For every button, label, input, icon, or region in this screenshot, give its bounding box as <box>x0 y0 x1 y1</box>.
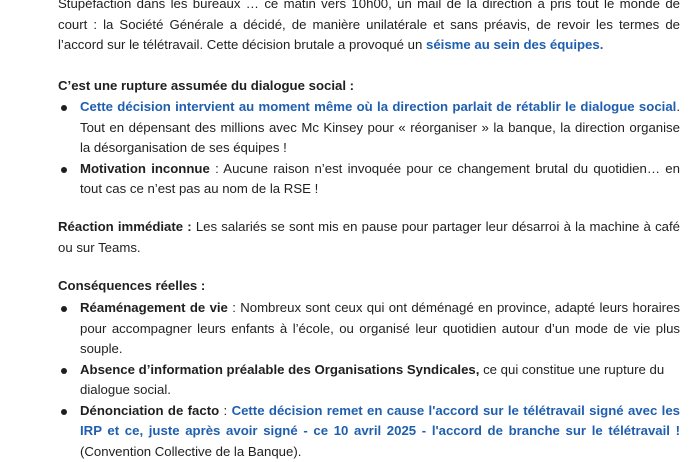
list-item-text: ce qui constitue une rupture du dialogue social. <box>80 362 664 398</box>
list-item-text: (Convention Collective de la Banque). <box>80 444 301 459</box>
list-item-separator: : <box>219 403 231 418</box>
list-item-lead: Dénonciation de facto <box>80 403 219 418</box>
list-item <box>58 97 680 159</box>
list-item-text: . Tout en dépensant des millions avec Mc Kinsey pour « réorganiser » la banque, la direction organise la désorganisation de ses équipes ! <box>80 99 680 155</box>
reaction-paragraph <box>58 217 680 258</box>
list-item-lead: Cette décision intervient au moment même où la direction parlait de rétablir le dialogue social <box>80 99 676 114</box>
bullet-icon <box>61 167 67 173</box>
section-heading-consequences: Conséquences réelles : <box>58 276 680 297</box>
list-item-highlight: Cette décision remet en cause l'accord sur le télétravail signé avec les IRP et ce, juste après avoir signé - ce 10 avril 2025 - l'accord de branche sur le télétravail ! <box>80 403 680 439</box>
list-item <box>58 298 680 360</box>
list-item <box>58 360 680 401</box>
intro-highlight: séisme au sein des équipes. <box>426 37 603 52</box>
list-item-text: : Aucune raison n’est invoquée pour ce changement brutal du quotidien… en tout cas ce n’est pas au nom de la RSE ! <box>80 161 680 197</box>
rupture-list <box>58 97 680 200</box>
section-heading-rupture: C’est une rupture assumée du dialogue social : <box>58 76 680 97</box>
bullet-icon <box>61 306 67 312</box>
list-item <box>58 401 680 462</box>
list-item-lead: Réaménagement de vie <box>80 300 228 315</box>
consequences-list <box>58 298 680 462</box>
intro-paragraph <box>58 0 680 56</box>
reaction-text: Les salariés se sont mis en pause pour partager leur désarroi à la machine à café ou sur Teams. <box>58 219 680 255</box>
list-item <box>58 159 680 200</box>
bullet-icon <box>61 409 67 415</box>
reaction-label: Réaction immédiate : <box>58 219 192 234</box>
intro-text: Stupéfaction dans les bureaux … ce matin vers 10h00, un mail de la direction a pris tout le monde de court : la Société Générale a décidé, de manière unilatérale et sans préavis, de revoir les termes de l’accord sur le télétravail. Cette décision brutale a provoqué un <box>58 0 680 52</box>
bullet-icon <box>61 368 67 374</box>
list-item-text: : Nombreux sont ceux qui ont déménagé en province, adapté leurs horaires pour accompagner leurs enfants à l’école, ou organisé leur quotidien autour d’un mode de vie plus souple. <box>80 300 680 356</box>
list-item-lead: Absence d’information préalable des Organisations Syndicales, <box>80 362 479 377</box>
list-item-lead: Motivation inconnue <box>80 161 210 176</box>
bullet-icon <box>61 105 67 111</box>
